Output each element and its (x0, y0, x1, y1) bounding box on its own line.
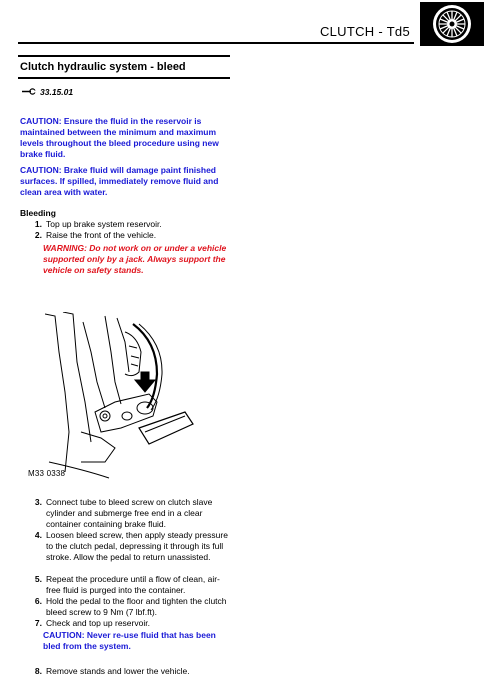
bleed-screw-illustration (45, 312, 235, 482)
caution-paint-damage: CAUTION: Brake fluid will damage paint finished surfaces. If spilled, immediately remove fluid and clean area with water. (20, 165, 219, 197)
step-number: 6. (34, 596, 42, 606)
step-number: 7. (34, 618, 42, 628)
warning-safety-stands: WARNING: Do not work on or under a vehicle supported only by a jack. Always support the vehicle on safety stands. (43, 243, 227, 275)
section-bottom-rule (18, 77, 230, 79)
step-number: 4. (34, 530, 42, 540)
figure-label: M33 0338 (28, 469, 66, 478)
clutch-plate-icon (420, 2, 484, 46)
spanner-icon (22, 87, 36, 97)
caution-fluid-level: CAUTION: Ensure the fluid in the reservoir is maintained between the minimum and maximum levels throughout the bleed procedure using new brake fluid. (20, 116, 219, 159)
step-text: Top up brake system reservoir. (46, 219, 162, 229)
step-8 (20, 666, 234, 677)
step-text: Connect tube to bleed screw on clutch slave cylinder and submerge free end in a clear container containing brake fluid. (46, 497, 213, 529)
step-3 (20, 497, 234, 530)
step-text: Hold the pedal to the floor and tighten the clutch bleed screw to 9 Nm (7 lbf.ft). (46, 596, 227, 617)
step-5 (20, 574, 234, 596)
step-4 (20, 530, 234, 563)
operation-reference (22, 87, 73, 97)
step-number: 2. (34, 230, 42, 240)
bleeding-heading: Bleeding (20, 208, 56, 218)
page-header-title: CLUTCH - Td5 (319, 24, 410, 39)
step-2 (20, 230, 234, 241)
step-6 (20, 596, 234, 618)
step-number: 3. (34, 497, 42, 507)
header-divider (18, 42, 414, 44)
step-number: 8. (34, 666, 42, 676)
step-text: Remove stands and lower the vehicle. (46, 666, 190, 676)
section-top-rule (18, 55, 230, 57)
caution-no-reuse-fluid: CAUTION: Never re-use fluid that has been bled from the system. (43, 630, 216, 651)
step-text: Raise the front of the vehicle. (46, 230, 157, 240)
step-1 (20, 219, 234, 230)
operation-code: 33.15.01 (40, 87, 74, 97)
section-title: Clutch hydraulic system - bleed (20, 61, 186, 73)
step-7 (20, 618, 234, 629)
step-number: 5. (34, 574, 42, 584)
step-text: Loosen bleed screw, then apply steady pressure to the clutch pedal, depressing it through its full stroke. Allow the pedal to return unassisted. (46, 530, 228, 562)
step-text: Check and top up reservoir. (46, 618, 150, 628)
step-number: 1. (34, 219, 42, 229)
step-text: Repeat the procedure until a flow of clean, air-free fluid is purged into the container. (46, 574, 220, 595)
